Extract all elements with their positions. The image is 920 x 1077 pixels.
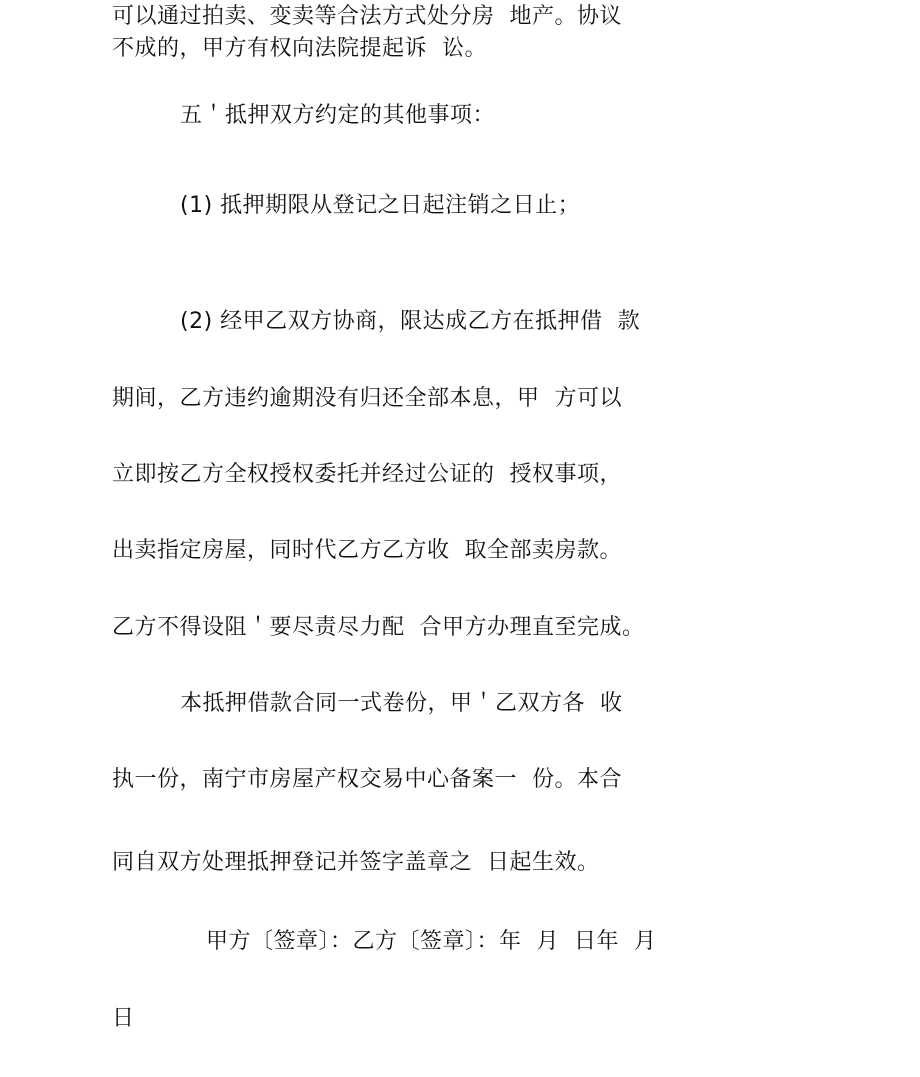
text-line-6: 期间，乙方违约逾期没有归还全部本息，甲 方可以: [112, 386, 622, 411]
text-line-10: 本抵押借款合同一式卷份，甲＇乙双方各 收: [180, 691, 623, 716]
text-line-8: 出卖指定房屋，同时代乙方乙方收 取全部卖房款。: [112, 538, 622, 563]
signature-line: 甲方〔签章〕：乙方〔签章〕：年 月 日年 月: [206, 929, 657, 954]
section-heading: 五＇抵押双方约定的其他事项：: [180, 103, 496, 128]
text-line-12: 同自双方处理抵押登记并签字盖章之 日起生效。: [112, 850, 600, 875]
text-line-2: 不成的，甲方有权向法院提起诉 讼。: [112, 36, 487, 61]
text-line-11: 执一份，南宁市房屋产权交易中心备案一 份。本合: [112, 767, 622, 792]
text-line-9: 乙方不得设阻＇要尽责尽力配 合甲方办理直至完成。: [112, 615, 645, 640]
clause-1: (1) 抵押期限从登记之日起注销之日止；: [180, 193, 581, 218]
clause-2: (2) 经甲乙双方协商，限达成乙方在抵押借 款: [180, 309, 641, 334]
date-day-line: 日: [112, 1006, 135, 1031]
text-line-7: 立即按乙方全权授权委托并经过公证的 授权事项，: [112, 462, 622, 487]
text-line-1: 可以通过拍卖、变卖等合法方式处分房 地产。协议: [112, 4, 622, 29]
